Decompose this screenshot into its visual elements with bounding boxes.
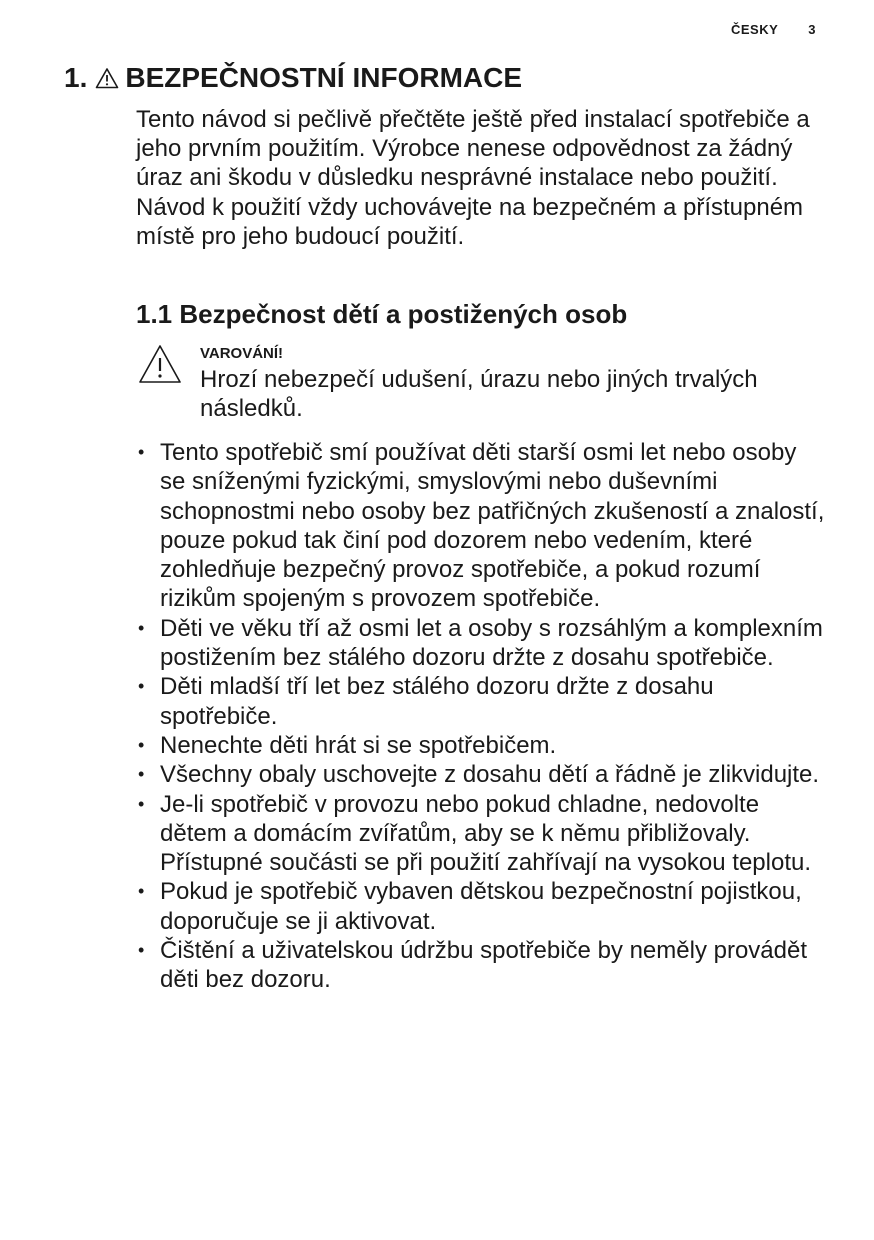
list-item-text: Nenechte děti hrát si se spotřebičem. [160, 731, 557, 759]
bullet-marker: • [138, 940, 145, 961]
header-language: ČESKY [730, 22, 779, 37]
warning-text: Hrozí nebezpečí udušení, úrazu nebo jiných trvalých následků. [200, 366, 758, 422]
list-item-text: Je-li spotřebič v provozu nebo pokud chladne, nedovolte dětem a domácím zvířatům, aby se k němu přibližovaly. Přístupné součásti se při použití zahřívají na vysokou teplotu. [160, 790, 812, 877]
section-number: 1. [64, 62, 88, 93]
bullet-marker: • [138, 764, 145, 785]
list-item-text: Čištění a uživatelskou údržbu spotřebiče by neměly provádět děti bez dozoru. [160, 937, 808, 994]
list-item-text: Pokud je spotřebič vybaven dětskou bezpečnostní pojistkou, doporučuje se ji aktivovat. [160, 878, 802, 935]
bullet-marker: • [138, 617, 145, 638]
page-header [731, 22, 816, 37]
bullet-marker: • [138, 676, 145, 697]
list-item [136, 438, 826, 614]
list-item-text: Děti ve věku tří až osmi let a osoby s rozsáhlým a komplexním postižením bez stálého dozoru držte z dosahu spotřebiče. [160, 614, 823, 672]
warning-triangle-icon [95, 67, 119, 89]
bullet-marker: • [138, 881, 145, 902]
subsection-title: 1.1 Bezpečnost dětí a postižených osob [136, 299, 628, 329]
page-number: 3 [808, 22, 816, 37]
list-item [136, 731, 826, 760]
list-item-text: Tento spotřebič smí používat děti starší osmi let nebo osoby se sníženými fyzickými, smyslovými nebo duševními schopnostmi nebo osoby bez patřičných zkušeností a znalostí, pouze pokud tak činí pod dozorem nebo vedením, které zohledňuje bezpečný provoz spotřebiče, a pokud rozumí rizikům spojeným s provozem spotřebiče. [160, 439, 825, 613]
section-title [64, 60, 522, 96]
section-title-text: BEZPEČNOSTNÍ INFORMACE [125, 62, 523, 93]
bullet-marker: • [138, 793, 145, 814]
warning-triangle-icon [138, 344, 182, 384]
list-item [136, 760, 826, 789]
intro-paragraph: Tento návod si pečlivě přečtěte ještě před instalací spotřebiče a jeho prvním použitím. Výrobce nenese odpovědnost za žádný úraz ani škodu v důsledku nesprávné instalace nebo použití. Návod k použití vždy uchovávejte na bezpečném a přístupném místě pro jeho budoucí použití. [136, 106, 810, 250]
list-item [136, 790, 826, 878]
list-item [136, 614, 826, 673]
bullet-marker: • [138, 442, 145, 462]
warning-label: VAROVÁNÍ! [200, 345, 284, 362]
list-item [136, 877, 826, 936]
bullet-marker: • [138, 734, 145, 755]
list-item-text: Děti mladší tří let bez stálého dozoru držte z dosahu spotřebiče. [160, 673, 714, 730]
list-item-text: Všechny obaly uschovejte z dosahu dětí a řádně je zlikvidujte. [160, 761, 820, 789]
list-item [136, 672, 826, 731]
bullet-list [136, 438, 826, 995]
list-item [136, 936, 826, 995]
